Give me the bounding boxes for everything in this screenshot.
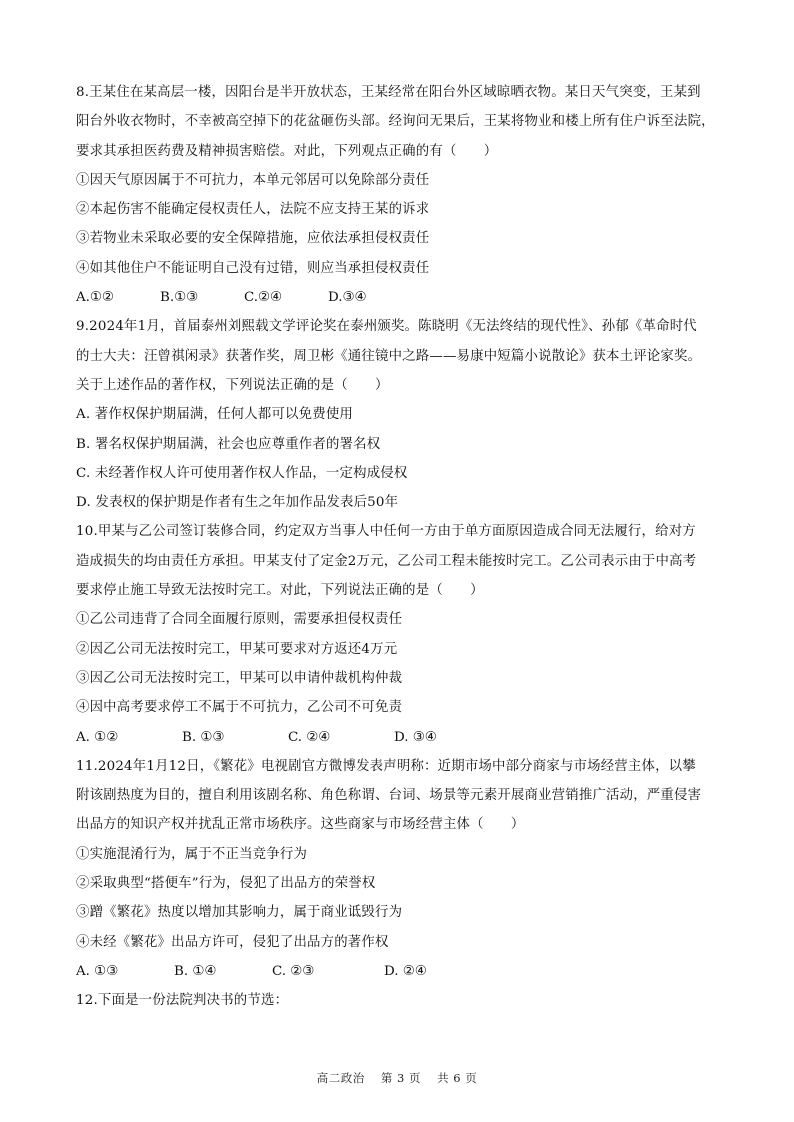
q9-stem-line-1: 9.2024年1月，首届泰州刘熙载文学评论奖在泰州颁奖。陈晓明《无法终结的现代性》、孙郁《革命时代 bbox=[76, 319, 697, 335]
q11-option-a: A. ①③ bbox=[76, 963, 119, 979]
q9-stem-line-3: 关于上述作品的著作权，下列说法正确的是（ ） bbox=[76, 377, 389, 393]
q10-item-1: ①乙公司违背了合同全面履行原则，需要承担侵权责任 bbox=[76, 612, 403, 628]
q11-stem-line-1: 11.2024年1月12日，《繁花》电视剧官方微博发表声明称：近期市场中部分商家与市场经营主体，以攀 bbox=[76, 758, 696, 774]
q11-stem-line-2: 附该剧热度为目的，擅自利用该剧名称、角色称谓、台词、场景等元素开展商业营销推广活动，严重侵害 bbox=[76, 788, 702, 804]
q10-option-d: D. ③④ bbox=[394, 729, 437, 745]
q8-stem-line-3: 要求其承担医药费及精神损害赔偿。对此，下列观点正确的有（ ） bbox=[76, 143, 498, 159]
q10-stem-line-1: 10.甲某与乙公司签订装修合同，约定双方当事人中任何一方由于单方面原因造成合同无法履行，给对方 bbox=[76, 524, 696, 540]
page-footer: 高二政治 第 3 页 共 6 页 bbox=[316, 1071, 478, 1085]
q11-item-2: ②采取典型“搭便车”行为，侵犯了出品方的荣誉权 bbox=[76, 876, 376, 892]
q8-item-2: ②本起伤害不能确定侵权责任人，法院不应支持王某的诉求 bbox=[76, 202, 430, 218]
q10-item-3: ③因乙公司无法按时完工，甲某可以申请仲裁机构仲裁 bbox=[76, 670, 403, 686]
q8-option-b: B.①③ bbox=[160, 290, 199, 306]
q9-option-c: C. 未经著作权人许可使用著作权人作品，一定构成侵权 bbox=[76, 465, 408, 481]
q10-item-4: ④因中高考要求停工不属于不可抗力，乙公司不可免责 bbox=[76, 700, 403, 716]
q11-option-d: D. ②④ bbox=[384, 963, 427, 979]
q10-item-2: ②因乙公司无法按时完工，甲某可要求对方返还4万元 bbox=[76, 641, 398, 657]
q8-options bbox=[76, 283, 724, 312]
exam-page bbox=[76, 78, 724, 1016]
q8-item-3: ③若物业未采取必要的安全保障措施，应依法承担侵权责任 bbox=[76, 231, 430, 247]
q10-options bbox=[76, 723, 724, 752]
q8-option-a: A.①② bbox=[76, 290, 114, 306]
q8-option-c: C.②④ bbox=[244, 290, 283, 306]
q11-item-3: ③蹭《繁花》热度以增加其影响力，属于商业诋毁行为 bbox=[76, 905, 403, 921]
q8-stem-line-1: 8.王某住在某高层一楼，因阳台是半开放状态，王某经常在阳台外区域晾晒衣物。某日天气突变，王某到 bbox=[76, 85, 701, 100]
q11-stem-line-3: 出品方的知识产权并扰乱正常市场秩序。这些商家与市场经营主体（ ） bbox=[76, 817, 525, 833]
q10-option-b: B. ①③ bbox=[182, 729, 225, 745]
q11-option-c: C. ②③ bbox=[272, 963, 315, 979]
q8-stem-line-2: 阳台外收衣物时，不幸被高空掉下的花盆砸伤头部。经询问无果后，王某将物业和楼上所有住户诉至法院， bbox=[76, 114, 715, 130]
q10-option-c: C. ②④ bbox=[288, 729, 331, 745]
q8-item-4: ④如其他住户不能证明自己没有过错，则应当承担侵权责任 bbox=[76, 260, 430, 276]
q12-stem: 12.下面是一份法院判决书的节选： bbox=[76, 993, 289, 1009]
q9-option-d: D. 发表权的保护期是作者有生之年加作品发表后50年 bbox=[76, 495, 399, 511]
q11-option-b: B. ①④ bbox=[174, 963, 217, 979]
q10-stem-line-2: 造成损失的均由责任方承担。甲某支付了定金2万元，乙公司工程未能按时完工。乙公司表示由于中高考 bbox=[76, 553, 697, 569]
q9-option-b: B. 署名权保护期届满，社会也应尊重作者的署名权 bbox=[76, 436, 381, 452]
q11-item-1: ①实施混淆行为，属于不正当竞争行为 bbox=[76, 846, 308, 862]
q9-option-a: A. 著作权保护期届满，任何人都可以免费使用 bbox=[76, 407, 354, 423]
q10-stem-line-3: 要求停止施工导致无法按时完工。对此，下列说法正确的是（ ） bbox=[76, 583, 484, 599]
q8-option-d: D.③④ bbox=[328, 290, 367, 306]
q11-options bbox=[76, 957, 724, 986]
q9-stem-line-2: 的士大夫：汪曾祺闲录》获著作奖，周卫彬《通往镜中之路——易康中短篇小说散论》获本土评论家奖。 bbox=[76, 348, 702, 364]
q11-item-4: ④未经《繁花》出品方许可，侵犯了出品方的著作权 bbox=[76, 934, 389, 950]
q10-option-a: A. ①② bbox=[76, 729, 119, 745]
q8-item-1: ①因天气原因属于不可抗力，本单元邻居可以免除部分责任 bbox=[76, 172, 430, 188]
